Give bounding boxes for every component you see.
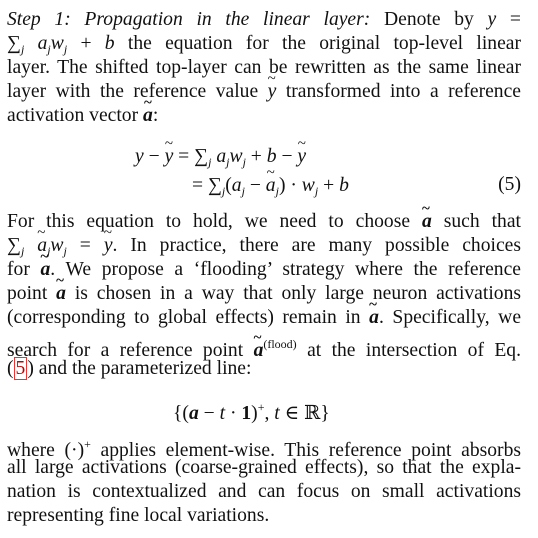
parameterized-line-equation: {(a − t · 1)+, t ∈ ℝ} (173, 400, 330, 424)
para2-line5: (corresponding to global effects) remain in ~ a. Specifically, we (7, 306, 521, 330)
para2-line3: for ~ a. We propose a ‘flooding’ strategy where the reference (7, 258, 521, 282)
para1-line4: layer with the reference value ~ y transformed into a reference (7, 80, 521, 104)
equation-5-line2: = $\sum_j(a_j$ − ~ $a_j) \cdot w_j + b$ (192, 174, 349, 203)
step-heading: Step 1: Propagation in the linear layer: (7, 9, 371, 30)
para2-line2: $\sum_j$ ~ $a_jw_j$ = ~ y. In practice, there are many possible choices (7, 234, 521, 263)
para1-line1: Step 1: Propagation in the linear layer: Denote by y = (7, 9, 521, 30)
para2-line6: search for a reference point ~ $a^{(flood)}$ at the intersection of Eq. (7, 332, 521, 363)
para3-line2: all large activations (coarse-grained effects), so that the expla- (7, 457, 521, 478)
para3-line1: where (·)+ applies element-wise. This reference point absorbs (7, 437, 521, 461)
para2-line1: For this equation to hold, we need to choose ~ a such that (7, 210, 521, 234)
para3-line3: nation is contextualized and can focus on small activations (7, 481, 521, 502)
para1-line2: $\sum_j$ $a_jw_j + b$ the equation for the original top-level linear (7, 33, 521, 56)
equation-reference-link[interactable]: 5 (15, 358, 26, 379)
para1-line5: activation vector ~ a: (7, 104, 521, 128)
equation-number: (5) (498, 174, 521, 195)
para1-line3: layer. The shifted top-layer can be rewritten as the same linear (7, 57, 521, 78)
para2-line7: ( 5 ) and the parameterized line: (7, 358, 252, 379)
equation-5-line1: y − ~ $y = \sum_j$ $a_jw_j + b$ − ~ y (135, 145, 306, 174)
para3-line4: representing fine local variations. (7, 505, 270, 526)
para2-line4: point ~ a is chosen in a way that only large neuron activations (7, 282, 521, 306)
